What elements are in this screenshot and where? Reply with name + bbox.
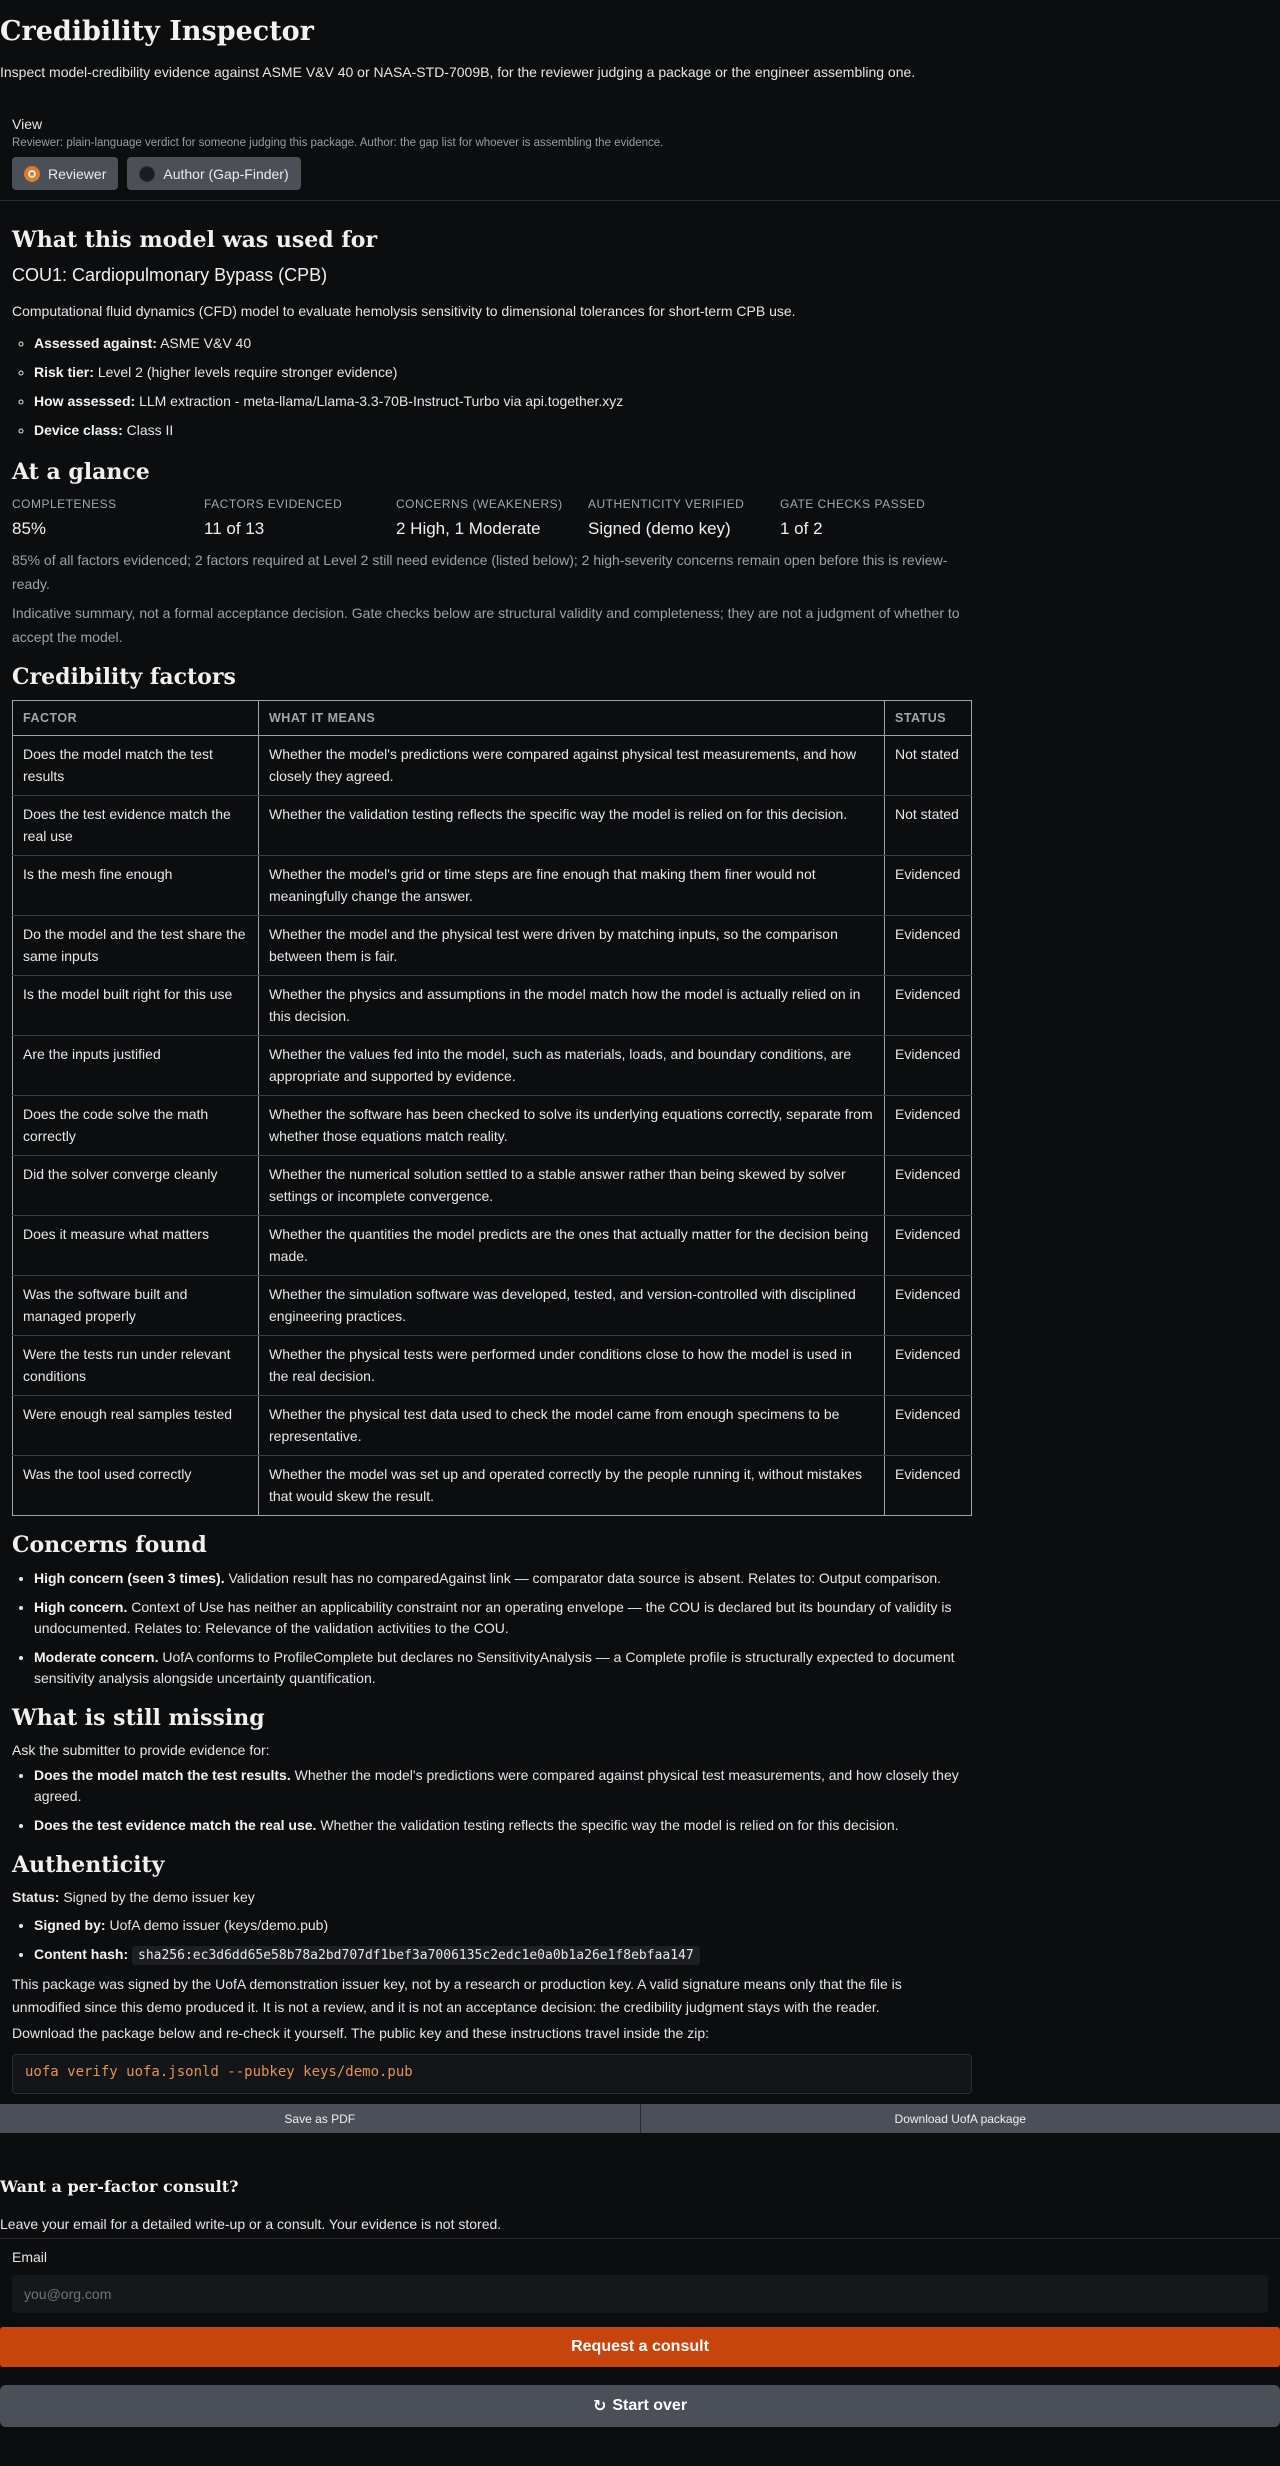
report-main [0, 201, 984, 2094]
download-package-button[interactable]: Download UofA package [640, 2104, 1280, 2133]
save-pdf-button[interactable]: Save as PDF [0, 2104, 640, 2133]
list-item [34, 333, 972, 354]
concern-item [34, 1568, 972, 1589]
concern-severity: Moderate concern. [34, 1648, 159, 1665]
factor-status-cell: Evidenced [885, 915, 972, 975]
view-toggle-group [12, 157, 1268, 190]
factor-meaning-cell: Whether the physical tests were performed under conditions close to how the model is used in the real decision. [259, 1335, 885, 1395]
item-key: How assessed: [34, 392, 136, 409]
table-row [13, 1035, 972, 1095]
factor-meaning-cell: Whether the physics and assumptions in the model match how the model is actually relied on in this decision. [259, 975, 885, 1035]
consult-title: Want a per-factor consult? [0, 2177, 239, 2197]
app-header [0, 0, 1280, 80]
factor-name-cell: Is the model built right for this use [13, 975, 259, 1035]
item-value: ASME V&V 40 [160, 334, 252, 351]
section-heading: Authenticity [12, 1852, 165, 1879]
factors-section [12, 664, 972, 1516]
concern-item [34, 1647, 972, 1689]
stat-label: GATE CHECKS PASSED [780, 496, 926, 511]
item-value: LLM extraction - meta-llama/Llama-3.3-70B-Instruct-Turbo via api.together.xyz [139, 392, 624, 409]
auth-status [12, 1886, 972, 1908]
factor-status-cell: Not stated [885, 795, 972, 855]
factor-name-cell: Do the model and the test share the same inputs [13, 915, 259, 975]
auth-status-value: Signed by the demo issuer key [63, 1889, 255, 1906]
stat-gate-checks [780, 497, 972, 539]
concern-text: Context of Use has neither an applicability constraint nor an operating envelope — the COU is declared but its boundary of validity is undocumented. Relates to: Relevance of the validation activities to the COU. [34, 1598, 952, 1636]
auth-note: This package was signed by the UofA demonstration issuer key, not by a research or production key. A valid signature means only that the file is unmodified since this demo produced it. It is not a review, and it is not an acceptance decision: the credibility judgment stays with the reader. [12, 1976, 902, 2015]
table-row [13, 1455, 972, 1515]
concern-item [34, 1597, 972, 1639]
view-option-reviewer[interactable] [12, 157, 118, 190]
missing-list [34, 1765, 972, 1836]
factor-name-cell: Does it measure what matters [13, 1215, 259, 1275]
usage-list [34, 333, 972, 441]
email-field[interactable] [12, 2275, 1268, 2313]
factor-meaning-cell: Whether the values fed into the model, such as materials, loads, and boundary conditions, are appropriate and supported by evidence. [259, 1035, 885, 1095]
auth-content-hash [34, 1944, 972, 1966]
factor-status-cell: Evidenced [885, 1455, 972, 1515]
stat-value: 1 of 2 [780, 518, 823, 538]
stat-value: 85% [12, 518, 47, 538]
auth-list [34, 1915, 972, 1966]
request-consult-button[interactable]: Request a consult [0, 2327, 1280, 2367]
verify-command[interactable]: uofa verify uofa.jsonld --pubkey keys/demo.pub [12, 2054, 972, 2094]
concern-text: UofA conforms to ProfileComplete but declares no SensitivityAnalysis — a Complete profile is structurally expected to document sensitivity analysis alongside uncertainty quantification. [34, 1648, 955, 1686]
stat-label: CONCERNS (WEAKENERS) [396, 496, 563, 511]
concerns-section [12, 1532, 972, 1689]
glance-stats [12, 497, 972, 539]
factor-meaning-cell: Whether the physical test data used to check the model came from enough specimens to be representative. [259, 1395, 885, 1455]
table-row [13, 1095, 972, 1155]
factor-status-cell: Evidenced [885, 855, 972, 915]
factor-status-cell: Evidenced [885, 1275, 972, 1335]
item-value: UofA demo issuer (keys/demo.pub) [109, 1916, 329, 1933]
factor-meaning-cell: Whether the model's grid or time steps are fine enough that making them finer would not meaningfully change the answer. [259, 855, 885, 915]
factor-meaning-cell: Whether the validation testing reflects the specific way the model is relied on for this decision. [259, 795, 885, 855]
usage-section [12, 227, 972, 440]
content-hash-code: sha256:ec3d6dd65e58b78a2bd707df1bef3a7006135c2edc1e0a0b1a26e1f8ebfaa147 [132, 1946, 700, 1965]
factor-name-cell: Were the tests run under relevant conditions [13, 1335, 259, 1395]
factor-status-cell: Evidenced [885, 975, 972, 1035]
missing-section [12, 1705, 972, 1836]
export-actions [0, 2104, 1280, 2133]
list-item [34, 420, 972, 441]
authenticity-section [12, 1852, 972, 2094]
view-selector [0, 80, 1280, 201]
start-over-label: Start over [612, 2397, 688, 2415]
stat-value: Signed (demo key) [588, 518, 731, 538]
auth-status-key: Status: [12, 1889, 60, 1906]
factor-name-cell: Did the solver converge cleanly [13, 1155, 259, 1215]
item-key: Content hash: [34, 1945, 129, 1962]
view-label: View [12, 116, 43, 133]
factor-status-cell: Evidenced [885, 1155, 972, 1215]
stat-label: FACTORS EVIDENCED [204, 496, 343, 511]
section-heading: At a glance [12, 458, 150, 485]
missing-intro: Ask the submitter to provide evidence for: [12, 1741, 270, 1758]
start-over-button[interactable] [0, 2385, 1280, 2427]
glance-section [12, 459, 972, 650]
factor-name-cell: Does the test evidence match the real use [13, 795, 259, 855]
factor-status-cell: Evidenced [885, 1035, 972, 1095]
factor-name-cell: Are the inputs justified [13, 1035, 259, 1095]
email-label: Email [12, 2249, 48, 2266]
table-header-row [13, 700, 972, 735]
item-value: Class II [126, 421, 174, 438]
column-header: FACTOR [13, 700, 259, 735]
radio-selected-icon[interactable] [24, 166, 40, 182]
factor-meaning-cell: Whether the numerical solution settled to a stable answer rather than being skewed by solver settings or incomplete convergence. [259, 1155, 885, 1215]
table-row [13, 975, 972, 1035]
page-title: Credibility Inspector [0, 16, 314, 47]
table-row [13, 855, 972, 915]
column-header: WHAT IT MEANS [259, 700, 885, 735]
concern-severity: High concern (seen 3 times). [34, 1569, 225, 1586]
factor-name-cell: Does the code solve the math correctly [13, 1095, 259, 1155]
stat-authenticity [588, 497, 780, 539]
missing-item [34, 1815, 972, 1836]
factor-meaning-cell: Whether the model was set up and operated correctly by the people running it, without mistakes that would skew the result. [259, 1455, 885, 1515]
table-row [13, 735, 972, 795]
section-heading: What is still missing [12, 1704, 265, 1731]
stat-value: 2 High, 1 Moderate [396, 518, 541, 538]
section-heading: What this model was used for [12, 227, 378, 254]
concern-severity: High concern. [34, 1598, 128, 1615]
table-row [13, 1215, 972, 1275]
radio-unselected-icon[interactable] [139, 166, 155, 182]
email-field-group [0, 2239, 1280, 2313]
column-header: STATUS [885, 700, 972, 735]
factor-meaning-cell: Whether the quantities the model predicts are the ones that actually matter for the decision being made. [259, 1215, 885, 1275]
stat-concerns [396, 497, 588, 539]
glance-summary: 85% of all factors evidenced; 2 factors required at Level 2 still need evidence (listed below); 2 high-severity concerns remain open before this is review-ready. [12, 551, 948, 592]
factor-name-cell: Is the mesh fine enough [13, 855, 259, 915]
auth-instructions: Download the package below and re-check it yourself. The public key and these instructions travel inside the zip: [12, 2025, 710, 2042]
factors-table [12, 700, 972, 1516]
table-row [13, 1155, 972, 1215]
factors-table-body [13, 735, 972, 1515]
stat-value: 11 of 13 [204, 518, 265, 538]
stat-label: AUTHENTICITY VERIFIED [588, 496, 745, 511]
missing-factor: Does the test evidence match the real use. [34, 1817, 317, 1834]
factor-status-cell: Not stated [885, 735, 972, 795]
missing-text: Whether the validation testing reflects the specific way the model is relied on for this decision. [320, 1817, 899, 1834]
auth-signed-by [34, 1915, 972, 1936]
item-key: Signed by: [34, 1916, 106, 1933]
table-row [13, 1395, 972, 1455]
list-item [34, 362, 972, 383]
concerns-list [34, 1568, 972, 1689]
list-item [34, 391, 972, 412]
cou-description: Computational fluid dynamics (CFD) model to evaluate hemolysis sensitivity to dimensional tolerances for short-term CPB use. [12, 303, 796, 320]
factor-name-cell: Was the software built and managed properly [13, 1275, 259, 1335]
factor-name-cell: Does the model match the test results [13, 735, 259, 795]
factor-meaning-cell: Whether the model's predictions were compared against physical test measurements, and how closely they agreed. [259, 735, 885, 795]
factor-meaning-cell: Whether the software has been checked to solve its underlying equations correctly, separate from whether those equations match reality. [259, 1095, 885, 1155]
factor-status-cell: Evidenced [885, 1095, 972, 1155]
item-key: Assessed against: [34, 334, 157, 351]
view-option-label: Reviewer [48, 165, 107, 182]
section-heading: Concerns found [12, 1531, 207, 1558]
missing-factor: Does the model match the test results. [34, 1767, 291, 1784]
view-help-text: Reviewer: plain-language verdict for someone judging this package. Author: the gap list for whoever is assembling the evidence. [12, 137, 664, 150]
stat-label: COMPLETENESS [12, 496, 117, 511]
refresh-icon: ↻ [592, 2398, 607, 2416]
factor-status-cell: Evidenced [885, 1395, 972, 1455]
factor-status-cell: Evidenced [885, 1335, 972, 1395]
stat-factors-evidenced [204, 497, 396, 539]
item-key: Device class: [34, 421, 123, 438]
factor-meaning-cell: Whether the model and the physical test were driven by matching inputs, so the comparison between them is fair. [259, 915, 885, 975]
missing-item [34, 1765, 972, 1807]
factor-name-cell: Were enough real samples tested [13, 1395, 259, 1455]
table-row [13, 1335, 972, 1395]
glance-disclaimer: Indicative summary, not a formal acceptance decision. Gate checks below are structural validity and completeness; they are not a judgment of whether to accept the model. [12, 605, 960, 646]
item-key: Risk tier: [34, 363, 94, 380]
view-option-label: Author (Gap-Finder) [163, 165, 289, 182]
item-value: Level 2 (higher levels require stronger evidence) [97, 363, 398, 380]
concern-text: Validation result has no comparedAgainst link — comparator data source is absent. Relates to: Output comparison. [228, 1569, 942, 1586]
consult-subtitle: Leave your email for a detailed write-up or a consult. Your evidence is not stored. [0, 2216, 1280, 2239]
page-subtitle: Inspect model-credibility evidence against ASME V&V 40 or NASA-STD-7009B, for the reviewer judging a package or the engineer assembling one. [0, 64, 916, 81]
table-row [13, 795, 972, 855]
table-row [13, 1275, 972, 1335]
table-row [13, 915, 972, 975]
missing-text: Whether the model's predictions were compared against physical test measurements, and how closely they agreed. [34, 1767, 959, 1805]
section-heading: Credibility factors [12, 663, 236, 690]
factor-status-cell: Evidenced [885, 1215, 972, 1275]
cou-title: COU1: Cardiopulmonary Bypass (CPB) [12, 265, 328, 286]
factor-meaning-cell: Whether the simulation software was developed, tested, and version-controlled with disciplined engineering practices. [259, 1275, 885, 1335]
consult-section [0, 2133, 1280, 2427]
stat-completeness [12, 497, 204, 539]
factor-name-cell: Was the tool used correctly [13, 1455, 259, 1515]
view-option-author[interactable] [127, 157, 300, 190]
